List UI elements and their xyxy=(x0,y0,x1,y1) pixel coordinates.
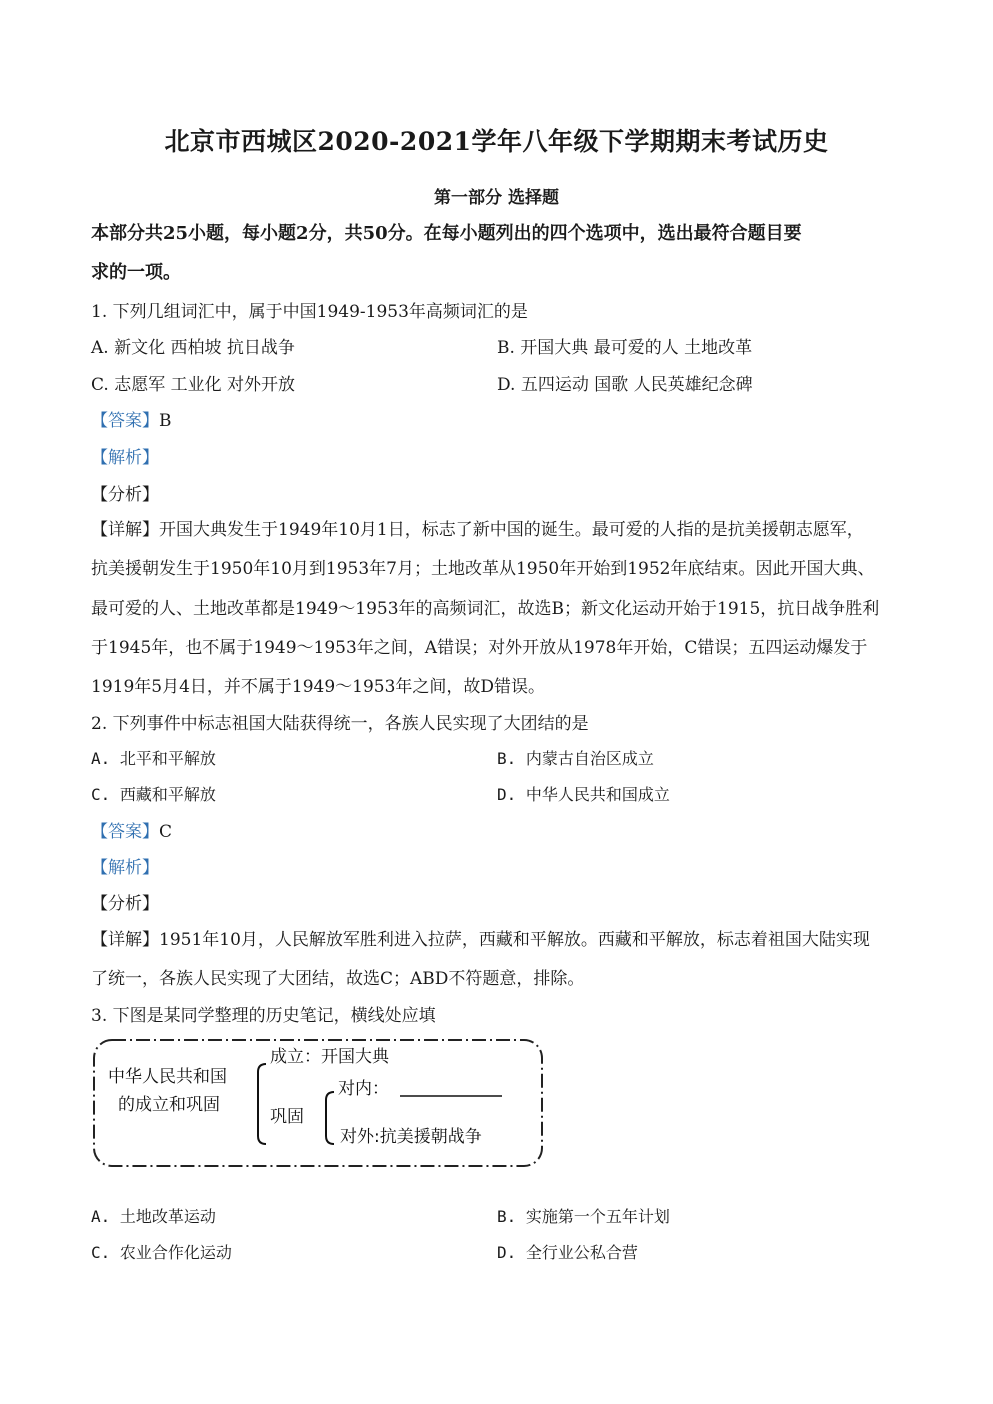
q2-detail-text-1: 1951年10月，人民解放军胜利进入拉萨，西藏和平解放。西藏和平解放，标志着祖国大陆实现 xyxy=(159,930,870,950)
q2-analysis-label: 【解析】 xyxy=(91,858,159,878)
q2-option-c: C. 西藏和平解放 xyxy=(91,785,216,804)
q2-detail-line-1 xyxy=(91,925,870,950)
q1-stem: 1. 下列几组词汇中，属于中国1949-1953年高频词汇的是 xyxy=(91,302,528,322)
q1-analysis-label: 【解析】 xyxy=(91,448,159,468)
q2-option-a: A. 北平和平解放 xyxy=(91,749,216,768)
diagram-establish: 成立：开国大典 xyxy=(270,1047,389,1067)
history-notes-diagram xyxy=(90,1036,546,1170)
q3-stem: 3. 下图是某同学整理的历史笔记，横线处应填 xyxy=(91,1006,436,1026)
q2-stem: 2. 下列事件中标志祖国大陆获得统一，各族人民实现了大团结的是 xyxy=(91,714,589,734)
answer-label: 【答案】 xyxy=(91,411,159,431)
q1-option-b: B. 开国大典 最可爱的人 土地改革 xyxy=(497,338,753,358)
q1-detail-line-3: 最可爱的人、土地改革都是1949～1953年的高频词汇，故选B；新文化运动开始于1915，抗日战争胜利 xyxy=(91,599,880,619)
diagram-consolidate: 巩固 xyxy=(270,1107,304,1127)
q1-detail-line-2: 抗美援朝发生于1950年10月到1953年7月；土地改革从1950年开始到1952年底结束。因此开国大典、 xyxy=(91,559,875,579)
q2-answer xyxy=(91,817,172,842)
diagram-root-line-2: 的成立和巩固 xyxy=(118,1095,220,1115)
diagram-root-line-1: 中华人民共和国 xyxy=(108,1067,227,1087)
section-heading: 第一部分 选择题 xyxy=(434,188,559,208)
q1-answer xyxy=(91,406,172,431)
q2-fenxi-label: 【分析】 xyxy=(91,894,159,914)
q2-answer-value: C xyxy=(159,822,173,842)
q1-fenxi-label: 【分析】 xyxy=(91,485,159,505)
q1-detail-text-1: 开国大典发生于1949年10月1日，标志了新中国的诞生。最可爱的人指的是抗美援朝志愿军， xyxy=(159,520,864,540)
q3-option-b: B. 实施第一个五年计划 xyxy=(497,1207,670,1226)
q2-option-b: B. 内蒙古自治区成立 xyxy=(497,749,654,768)
detail-label: 【详解】 xyxy=(91,930,159,950)
q1-answer-value: B xyxy=(159,411,172,431)
diagram-external: 对外:抗美援朝战争 xyxy=(340,1127,482,1147)
instructions-line-1: 本部分共25小题，每小题2分，共50分。在每小题列出的四个选项中，选出最符合题目要 xyxy=(91,223,802,244)
diagram-brace-consolidate xyxy=(326,1092,334,1144)
instructions-line-2: 求的一项。 xyxy=(91,262,181,283)
q3-option-a: A. 土地改革运动 xyxy=(91,1207,216,1226)
diagram-internal: 对内： xyxy=(338,1079,389,1099)
q3-option-d: D. 全行业公私合营 xyxy=(497,1243,638,1262)
page-title: 北京市西城区2020-2021学年八年级下学期期末考试历史 xyxy=(164,127,829,156)
q1-detail-line-4: 于1945年，也不属于1949～1953年之间，A错误；对外开放从1978年开始，C错误；五四运动爆发于 xyxy=(91,638,868,658)
q2-option-d: D. 中华人民共和国成立 xyxy=(497,785,670,804)
diagram-brace-main xyxy=(258,1064,266,1144)
q1-option-c: C. 志愿军 工业化 对外开放 xyxy=(91,375,296,395)
answer-label: 【答案】 xyxy=(91,822,159,842)
q1-option-a: A. 新文化 西柏坡 抗日战争 xyxy=(91,338,295,358)
q3-option-c: C. 农业合作化运动 xyxy=(91,1243,232,1262)
detail-label: 【详解】 xyxy=(91,520,159,540)
q2-detail-line-2: 了统一，各族人民实现了大团结，故选C；ABD不符题意，排除。 xyxy=(91,969,585,989)
q1-detail-line-1 xyxy=(91,515,864,540)
q1-option-d: D. 五四运动 国歌 人民英雄纪念碑 xyxy=(497,375,753,395)
q1-detail-line-5: 1919年5月4日，并不属于1949～1953年之间，故D错误。 xyxy=(91,677,546,697)
